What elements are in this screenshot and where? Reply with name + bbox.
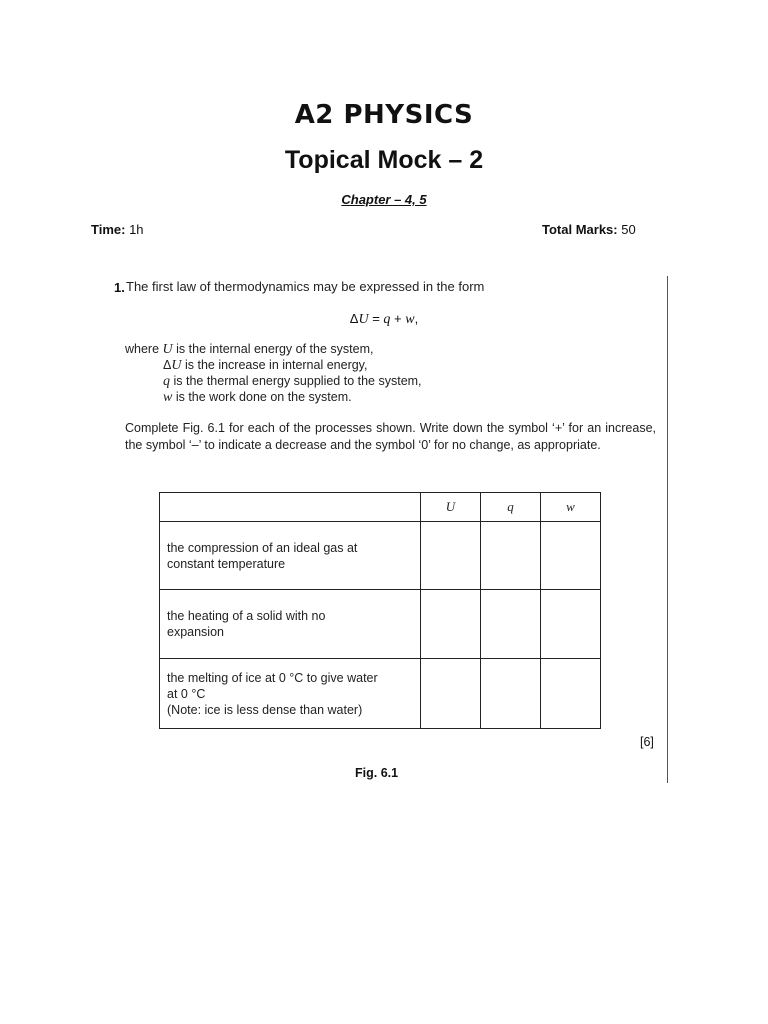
process-line: the compression of an ideal gas at: [167, 540, 358, 555]
table-row: [160, 522, 601, 590]
table-row: [160, 590, 601, 659]
definition-w: [163, 390, 352, 406]
def-w-symbol: w: [163, 390, 173, 405]
formula-w: w: [405, 312, 415, 327]
figure-caption: Fig. 6.1: [355, 766, 399, 780]
time-value: 1h: [129, 222, 144, 237]
answer-cell-w[interactable]: [541, 659, 601, 729]
process-label: [160, 590, 421, 659]
process-line: the heating of a solid with no: [167, 609, 326, 623]
total-marks-value: 50: [621, 222, 636, 237]
formula-u: U: [358, 312, 369, 327]
formula-delta: Δ: [349, 311, 359, 326]
first-law-formula: [0, 311, 768, 328]
header-u: U: [421, 493, 481, 522]
mock-title: Topical Mock – 2: [284, 146, 484, 174]
answer-cell-w[interactable]: [541, 590, 601, 659]
answer-cell-q[interactable]: [481, 590, 541, 659]
question-instruction: Complete Fig. 6.1 for each of the processes shown. Write down the symbol ‘+’ for an increase, the symbol ‘–’ to indicate a decrease and the symbol ‘0’ for no change, as appropriate.: [125, 421, 656, 452]
process-line: at 0 °C: [167, 686, 206, 701]
time-label: Time:: [91, 222, 126, 237]
time-info: [91, 222, 144, 237]
process-line: constant temperature: [167, 556, 286, 571]
def-du-symbol: U: [171, 358, 182, 373]
process-line: the melting of ice at 0 °C to give water: [167, 670, 378, 685]
def-du-delta: Δ: [163, 358, 172, 372]
chapter-heading: Chapter – 4, 5: [341, 192, 427, 207]
formula-q: q: [383, 312, 391, 327]
def-u-symbol: U: [162, 342, 173, 357]
margin-line: [667, 276, 668, 783]
def-q-text: is the thermal energy supplied to the system,: [173, 374, 422, 388]
formula-comma: ,: [414, 311, 419, 326]
definition-q: [163, 374, 422, 390]
answer-cell-u[interactable]: [421, 659, 481, 729]
process-label: [160, 522, 421, 590]
process-table: [159, 492, 601, 729]
subject-title: A2 PHYSICS: [294, 100, 474, 130]
header-q: q: [481, 493, 541, 522]
answer-cell-u[interactable]: [421, 590, 481, 659]
table-row: [160, 659, 601, 729]
question-marks: [6]: [640, 735, 654, 749]
formula-equals: =: [368, 311, 384, 326]
answer-cell-q[interactable]: [481, 659, 541, 729]
process-label: [160, 659, 421, 729]
question-number: 1.: [114, 280, 125, 295]
definition-u: [125, 342, 373, 358]
total-marks-info: [542, 222, 636, 237]
def-q-symbol: q: [163, 374, 170, 389]
total-marks-label: Total Marks:: [542, 222, 618, 237]
answer-cell-w[interactable]: [541, 522, 601, 590]
def-du-text: is the increase in internal energy,: [184, 358, 368, 372]
question-intro: The first law of thermodynamics may be expressed in the form: [126, 279, 485, 294]
answer-cell-q[interactable]: [481, 522, 541, 590]
header-blank-cell: [160, 493, 421, 522]
process-line: expansion: [167, 625, 224, 639]
def-u-text: is the internal energy of the system,: [176, 342, 374, 356]
definition-delta-u: [163, 358, 367, 374]
header-w: w: [541, 493, 601, 522]
where-word: where: [125, 342, 160, 356]
formula-plus: +: [390, 311, 406, 326]
def-w-text: is the work done on the system.: [175, 390, 352, 404]
table-header-row: [160, 493, 601, 522]
answer-cell-u[interactable]: [421, 522, 481, 590]
process-line: (Note: ice is less dense than water): [167, 702, 363, 717]
